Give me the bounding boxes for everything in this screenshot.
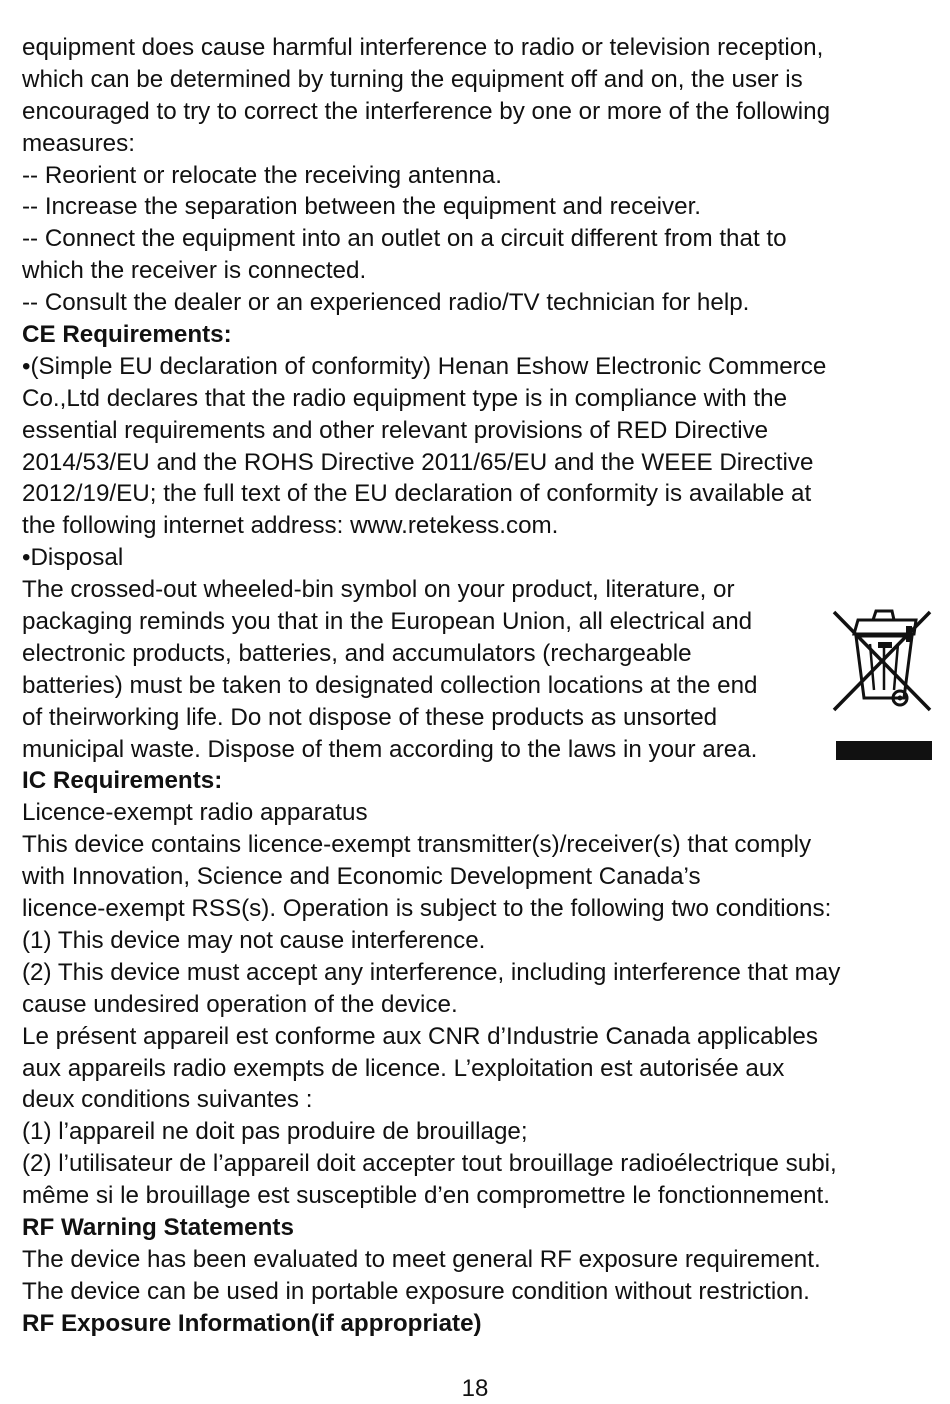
disposal-text-line: The crossed-out wheeled-bin symbol on your product, literature, or <box>22 576 735 604</box>
ic-french-condition-item: (1) l’appareil ne doit pas produire de brouillage; <box>22 1118 528 1146</box>
fcc-text-line: which can be determined by turning the equipment off and on, the user is <box>22 65 803 93</box>
ce-text-line: the following internet address: www.retekess.com. <box>22 512 559 540</box>
ce-text-line: essential requirements and other relevant provisions of RED Directive <box>22 416 769 444</box>
ic-french-condition-item: (2) l’utilisateur de l’appareil doit accepter tout brouillage radioélectrique subi, <box>22 1150 837 1178</box>
manual-page <box>22 32 937 1340</box>
ic-condition-item: (1) This device may not cause interference. <box>22 926 486 954</box>
disposal-heading: •Disposal <box>22 544 124 572</box>
ic-french-text-line: Le présent appareil est conforme aux CNR d’Industrie Canada applicables <box>22 1022 818 1050</box>
ic-french-text-line: même si le brouillage est susceptible d’en compromettre le fonctionnement. <box>22 1182 831 1210</box>
ic-text-line: licence-exempt RSS(s). Operation is subject to the following two conditions: <box>22 895 832 923</box>
ce-text-line: Co.,Ltd declares that the radio equipment type is in compliance with the <box>22 384 788 412</box>
disposal-text-line: batteries) must be taken to designated collection locations at the end <box>22 671 758 699</box>
ic-french-text-line: aux appareils radio exempts de licence. L’exploitation est autorisée aux <box>22 1054 785 1082</box>
disposal-text-line: of theirworking life. Do not dispose of these products as unsorted <box>22 703 718 731</box>
fcc-measure-item: -- Reorient or relocate the receiving antenna. <box>22 161 502 189</box>
rf-warning-heading: RF Warning Statements <box>22 1213 294 1241</box>
disposal-text-line: electronic products, batteries, and accumulators (rechargeable <box>22 639 692 667</box>
crossed-out-wheeled-bin-icon <box>826 606 938 760</box>
fcc-measure-item: -- Increase the separation between the equipment and receiver. <box>22 193 702 221</box>
fcc-text-line: encouraged to try to correct the interference by one or more of the following <box>22 97 831 125</box>
ic-text-line: Licence-exempt radio apparatus <box>22 799 368 827</box>
ic-text-line: with Innovation, Science and Economic Development Canada’s <box>22 863 701 891</box>
page-number: 18 <box>461 1375 489 1402</box>
disposal-text-line: municipal waste. Dispose of them according to the laws in your area. <box>22 735 758 763</box>
ce-text-line: 2012/19/EU; the full text of the EU declaration of conformity is available at <box>22 480 812 508</box>
ce-text-line: •(Simple EU declaration of conformity) Henan Eshow Electronic Commerce <box>22 352 827 380</box>
disposal-text-line: packaging reminds you that in the European Union, all electrical and <box>22 608 753 636</box>
rf-warning-text-line: The device has been evaluated to meet general RF exposure requirement. <box>22 1245 821 1273</box>
ce-text-line: 2014/53/EU and the ROHS Directive 2011/65/EU and the WEEE Directive <box>22 448 814 476</box>
ic-french-text-line: deux conditions suivantes : <box>22 1086 313 1114</box>
fcc-measure-item: -- Connect the equipment into an outlet on a circuit different from that to <box>22 225 787 253</box>
ic-condition-item: (2) This device must accept any interference, including interference that may <box>22 958 841 986</box>
ce-requirements-heading: CE Requirements: <box>22 321 232 349</box>
fcc-measure-item: which the receiver is connected. <box>22 257 367 285</box>
fcc-measure-item: -- Consult the dealer or an experienced radio/TV technician for help. <box>22 289 750 317</box>
fcc-text-line: equipment does cause harmful interference to radio or television reception, <box>22 34 824 61</box>
rf-warning-text-line: The device can be used in portable exposure condition without restriction. <box>22 1277 810 1305</box>
fcc-text-line: measures: <box>22 129 135 157</box>
ic-text-line: This device contains licence-exempt transmitter(s)/receiver(s) that comply <box>22 831 812 859</box>
rf-exposure-heading: RF Exposure Information(if appropriate) <box>22 1309 482 1337</box>
ic-text-line: cause undesired operation of the device. <box>22 990 458 1018</box>
ic-requirements-heading: IC Requirements: <box>22 767 223 795</box>
